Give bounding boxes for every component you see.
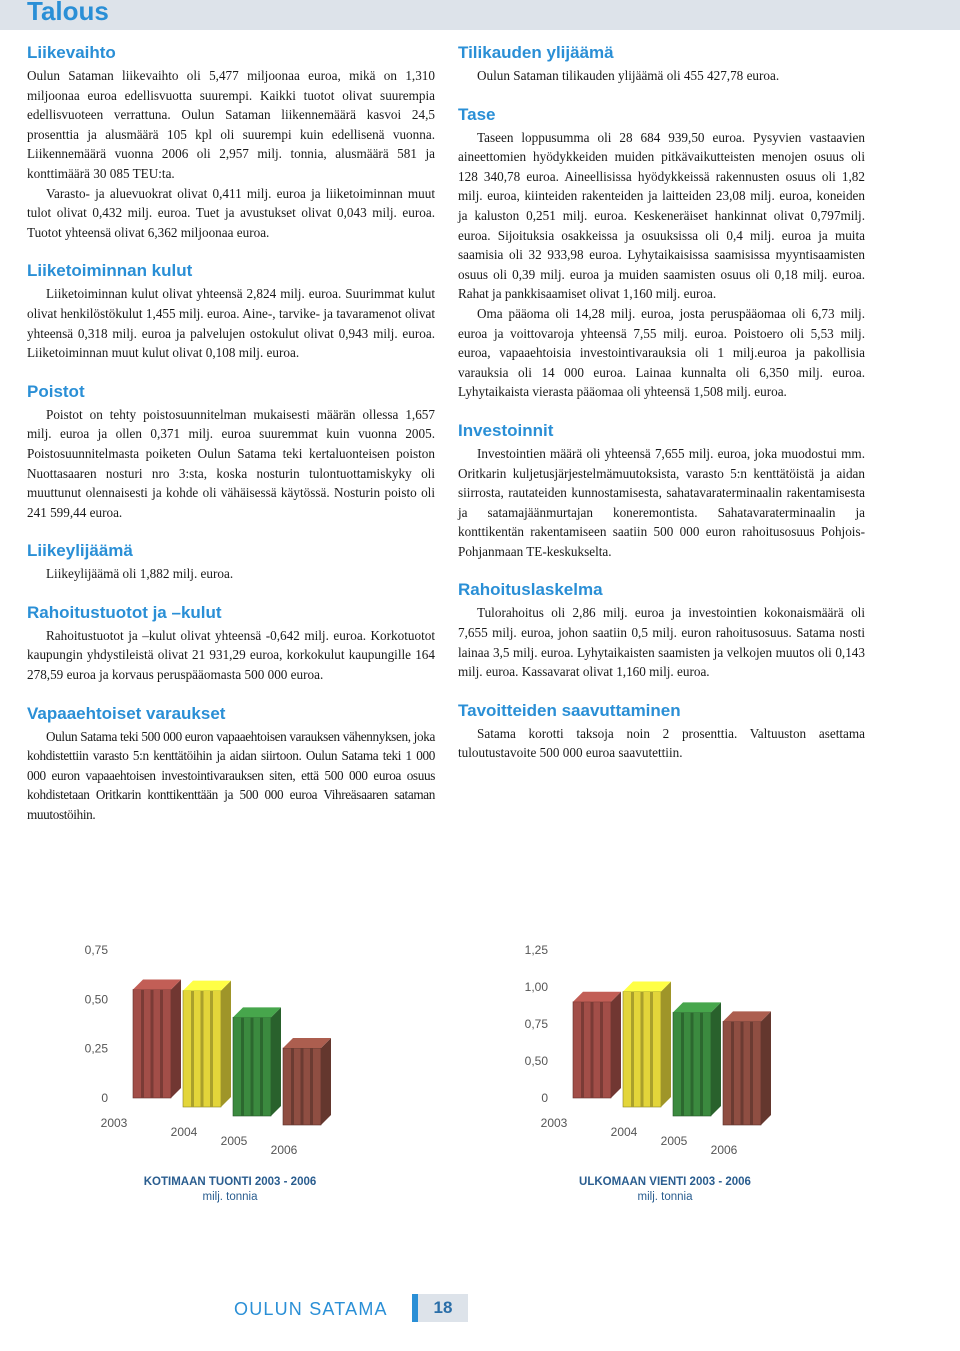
section-heading: Tavoitteiden saavuttaminen — [458, 700, 681, 720]
chart-subtitle: milj. tonnia — [637, 1191, 693, 1203]
bar-side — [611, 992, 621, 1098]
y-tick-label: 1,25 — [524, 943, 548, 957]
section-paragraph: Varasto- ja aluevuokrat olivat 0,411 milj. euroa ja liiketoiminnan muut tulot olivat 0,432 milj. euroa. Tuet ja avustukset olivat 0,043 milj. euroa. Tuotot yhteensä olivat 6,362 miljoonaa euroa. — [27, 185, 435, 240]
section-liikeylijaama — [27, 540, 435, 584]
y-tick-label: 0,50 — [84, 992, 108, 1007]
bar-side — [761, 1011, 771, 1125]
section-rahoituslaskelma — [458, 579, 865, 681]
x-tick-label: 2004 — [610, 1125, 638, 1139]
section-heading: Liikeylijäämä — [27, 541, 133, 561]
bar-side — [271, 1007, 281, 1116]
section-liiketoiminnan-kulut — [27, 260, 435, 362]
right-column — [458, 42, 865, 781]
section-poistot — [27, 381, 435, 523]
chart-svg — [40, 935, 370, 1165]
section-paragraph: Rahoitustuotot ja –kulut olivat yhteensä -0,642 milj. euroa. Korkotuotot kaupungin yhdystileistä olivat 21 931,29 euroa, korkokulut kaupungille 164 278,59 euroa ja korvaus peruspääomasta 500 000 euroa. — [27, 627, 435, 683]
y-tick-label: 0 — [541, 1091, 548, 1105]
x-tick-label: 2003 — [540, 1116, 568, 1130]
section-heading: Rahoitustuotot ja –kulut — [27, 602, 222, 622]
chart-kotimaan-tuonti — [40, 935, 370, 1165]
section-paragraph: Poistot on tehty poistosuunnitelman mukaisesti määrän ollessa 1,657 milj. euroa ja ollen 0,371 milj. euroa suuremmat kuin vuonna 2005. Poistosuunnitelmasta poiketen Oulun Satama teki kertaluonteisen poiston Nuottasaaren nosturi nro 3:sta, koska nosturin tulontuottamiskyky oli muuttunut olennaisesti ja kohde oli vähäisessä käytössä. Nosturin poisto oli 241 599,44 euroa. — [27, 406, 435, 520]
section-heading: Poistot — [27, 381, 85, 401]
x-tick-label: 2006 — [710, 1143, 738, 1157]
section-tase — [458, 104, 865, 402]
x-tick-label: 2003 — [100, 1116, 128, 1130]
section-heading: Vapaaehtoiset varaukset — [27, 703, 226, 723]
footer-brand: OULUN SATAMA — [234, 1299, 388, 1319]
y-tick-label: 0,25 — [84, 1041, 108, 1056]
bar-side — [171, 979, 181, 1098]
section-heading: Liikevaihto — [27, 43, 116, 62]
page-number: 18 — [412, 1294, 468, 1322]
y-tick-label: 0,75 — [84, 943, 108, 957]
section-vapaaehtoiset-varaukset — [27, 703, 435, 825]
y-tick-label: 1,00 — [524, 980, 548, 994]
section-paragraph: Oulun Sataman liikevaihto oli 5,477 miljoonaa euroa, mikä on 1,310 miljoonaa euroa edellisvuotta suurempi. Kaikki tuotot olivat suurempia edellisvuoteen verrattuna. Oulun Sataman liikennemäärä kasvoi 24,5 prosenttia ja alusmäärä 105 kpl oli suurempi kuin edellisenä vuonna. Liikennemäärä vuonna 2006 oli 2,957 milj. tonnia, alusmäärä 581 ja konttimäärä 30 085 TEU:ta. — [27, 68, 435, 181]
page-title: Talous — [27, 0, 109, 26]
bar-side — [321, 1038, 331, 1125]
y-tick-label: 0,75 — [524, 1017, 548, 1031]
y-tick-label: 0,50 — [524, 1054, 548, 1068]
bar-side — [711, 1002, 721, 1116]
chart-caption-kotimaan-tuonti — [100, 1175, 360, 1205]
section-paragraph: Investointien määrä oli yhteensä 7,655 milj. euroa, joka muodostui mm. Oritkarin kuljetusjärjestelmämuutoksista, varasto 5:n kenttätöistä ja aidan siirrosta, rautateiden kunnostamisesta, sahatavaraterminaalin rakentamisesta ja satamajäänmurtajan koneremontista. Sahatavaraterminaalin ja konttikentän rakentamiseen saatiin 500 000 euron rahoitusosuus Pohjois-Pohjanmaan TE-keskukselta. — [458, 445, 865, 559]
header-bar — [0, 0, 960, 30]
section-paragraph: Oulun Satama teki 500 000 euron vapaaehtoisen varauksen vähennyksen, joka kohdistettiin varasto 5:n kenttätöihin ja aidan siirtoon. Oulun Satama teki 1 000 000 euron vapaaehtoisen investointivarauksen siten, että 500 000 euroa osuus kohdistetaan Oritkarin konttikenttään ja 500 000 euroa Vihreäsaaren sataman muutostöihin. — [27, 728, 435, 823]
left-column — [27, 42, 435, 843]
section-paragraph: Taseen loppusumma oli 28 684 939,50 euroa. Pysyvien vastaavien aineettomien hyödykkeiden muiden pitkävaikutteisten menojen osuus oli 128 340,78 euroa. Aineellisissa hyödykkeissä rakennusten osuus oli 1,82 milj. euroa, kiinteiden rakenteiden ja laitteiden 23,08 milj. euroa, koneiden ja kaluston 0,251 milj. euroa. Keskeneräiset hankinnat olivat 0,797milj. euroa. Sijoituksia osakkeissa ja osuuksissa oli 0,4 milj. euroa ja muita saamisia oli 32 933,98 euroa. Lyhytaikaisissa saamisissa myyntisaamisten osuus oli 0,39 milj. euroa ja muiden saamisten osuus oli 0,18 milj. euroa. Rahat ja pankkisaamiset olivat 1,160 milj. euroa. — [458, 129, 865, 302]
x-tick-label: 2006 — [270, 1143, 298, 1157]
section-paragraph: Oma pääoma oli 14,28 milj. euroa, josta peruspääomaa oli 6,73 milj. euroa ja voittovaroja yhteensä 7,55 milj. euroa. Poistoero oli 5,53 milj. euroa, vapaaehtoisia investointivarauksia oli 1 milj.euroa ja pakollisia varauksia oli 14 000 euroa. Lainaa kunnalta oli 6,350 milj. euroa. Lyhytaikaista vierasta pääomaa oli yhteensä 1,508 milj. euroa. — [458, 305, 865, 400]
section-paragraph: Tulorahoitus oli 2,86 milj. euroa ja investointien kokonaismäärä oli 7,655 milj. euroa, johon saatiin 0,5 milj. euron rahoitusosuus. Satama nosti lainaa 3,5 milj. euroa. Lyhytaikaisten saamisten ja velkojen muutos oli 0,143 milj. euroa. Kassavarat olivat 1,160 milj. euroa. — [458, 605, 865, 680]
section-liikevaihto — [27, 42, 435, 242]
x-tick-label: 2004 — [170, 1125, 198, 1139]
y-tick-label: 0 — [101, 1091, 108, 1105]
section-tilikauden-ylijaama — [458, 42, 865, 86]
chart-title: ULKOMAAN VIENTI 2003 - 2006 — [579, 1176, 751, 1188]
chart-svg — [480, 935, 810, 1165]
section-paragraph: Oulun Sataman tilikauden ylijäämä oli 455 427,78 euroa. — [477, 68, 780, 83]
chart-subtitle: milj. tonnia — [202, 1191, 258, 1203]
section-heading: Rahoituslaskelma — [458, 580, 603, 600]
chart-title: KOTIMAAN TUONTI 2003 - 2006 — [143, 1176, 317, 1188]
section-heading: Tase — [458, 104, 496, 124]
section-heading: Liiketoiminnan kulut — [27, 261, 193, 281]
section-paragraph: Liikeylijäämä oli 1,882 milj. euroa. — [46, 566, 234, 582]
section-investoinnit — [458, 420, 865, 562]
section-heading: Tilikauden ylijäämä — [458, 43, 614, 62]
section-rahoitustuotot — [27, 602, 435, 685]
chart-ulkomaan-vienti — [480, 935, 810, 1165]
x-tick-label: 2005 — [660, 1134, 688, 1148]
section-paragraph: Satama korotti taksoja noin 2 prosenttia. Valtuuston asettama tuloutustavoite 500 000 euroa saavutettiin. — [458, 725, 865, 761]
section-paragraph: Liiketoiminnan kulut olivat yhteensä 2,824 milj. euroa. Suurimmat kulut olivat henkilöstökulut 1,455 milj. euroa. Aine-, tarvike- ja tavaramenot olivat yhteensä 0,318 milj. euroa ja palvelujen ostokulut olivat 0,943 milj. euroa. Liiketoiminnan muut kulut olivat 0,108 milj. euroa. — [27, 286, 435, 361]
bar-side — [661, 982, 671, 1107]
x-tick-label: 2005 — [220, 1134, 248, 1148]
section-tavoitteiden-saavuttaminen — [458, 700, 865, 763]
bar-side — [221, 981, 231, 1107]
section-heading: Investoinnit — [458, 420, 554, 440]
chart-caption-ulkomaan-vienti — [535, 1175, 795, 1205]
